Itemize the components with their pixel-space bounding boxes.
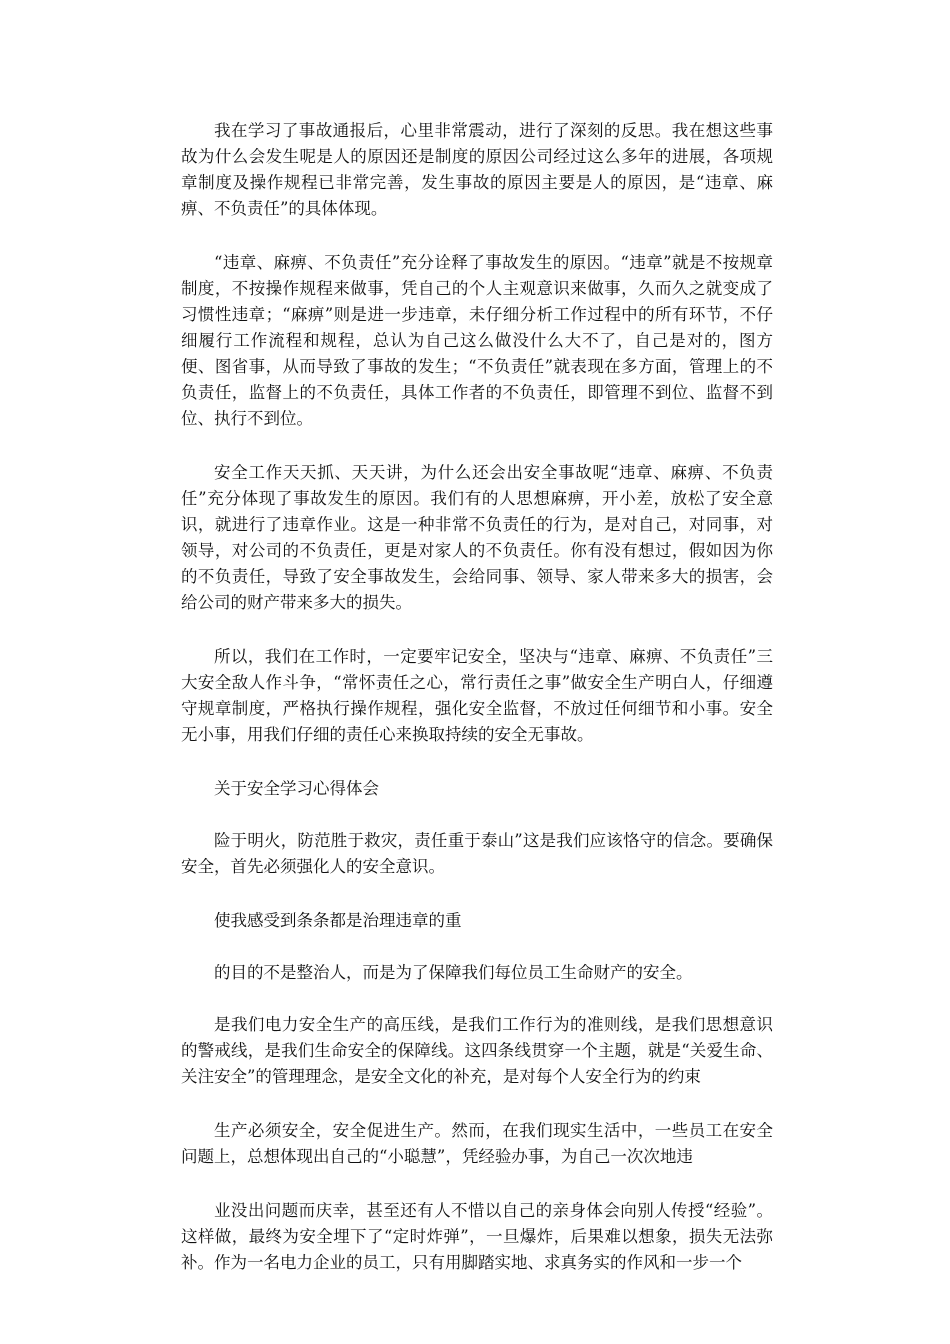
paragraph-production-safety: 生产必须安全，安全促进生产。然而，在我们现实生活中，一些员工在安全问题上，总想体现出自己的“小聪慧”，凭经验办事，为自己一次次地违 (181, 1121, 773, 1166)
section-heading: 关于安全学习心得体会 (214, 779, 379, 798)
paragraph-daily-safety: 安全工作天天抓、天天讲，为什么还会出安全事故呢“违章、麻痹、不负责任”充分体现了事故发生的原因。我们有的人思想麻痹，开小差，放松了安全意识，就进行了违章作业。这是一种非常不负责任的行为，是对自己，对同事，对领导，对公司的不负责任，更是对家人的不负责任。你有没有想过，假如因为你的不负责任，导致了安全事故发生，会给同事、领导、家人带来多大的损害，会给公司的财产带来多大的损失。 (181, 463, 773, 612)
paragraph-violation-causes: “违章、麻痹、不负责任”充分诠释了事故发生的原因。“违章”就是不按规章制度，不按操作规程来做事，凭自己的个人主观意识来做事，久而久之就变成了习惯性违章；“麻痹”则是进一步违章，未仔细分析工作过程中的所有环节，不仔细履行工作流程和规程，总认为自己这么做没什么大不了，自己是对的，图方便、图省事，从而导致了事故的发生；“不负责任”就表现在多方面，管理上的不负责任，监督上的不负责任，具体工作者的不负责任，即管理不到位、监督不到位、执行不到位。 (181, 253, 773, 428)
paragraph-conclusion: 所以，我们在工作时，一定要牢记安全，坚决与“违章、麻痹、不负责任”三大安全敌人作斗争，“常怀责任之心，常行责任之事”做安全生产明白人，仔细遵守规章制度，严格执行操作规程，强化安全监督，不放过任何细节和小事。安全无小事，用我们仔细的责任心来换取持续的安全无事故。 (181, 647, 773, 744)
paragraph-belief: 险于明火，防范胜于救灾，责任重于泰山”这是我们应该恪守的信念。要确保安全，首先必须强化人的安全意识。 (181, 831, 773, 876)
paragraph-purpose: 的目的不是整治人，而是为了保障我们每位员工生命财产的安全。 (214, 963, 693, 982)
document-body (181, 118, 773, 1304)
paragraph-four-lines: 是我们电力安全生产的高压线，是我们工作行为的准则线，是我们思想意识的警戒线，是我们生命安全的保障线。这四条线贯穿一个主题，就是“关爱生命、关注安全”的管理理念，是安全文化的补充，是对每个人安全行为的约束 (181, 1015, 773, 1086)
paragraph-rules-fragment: 使我感受到条条都是治理违章的重 (214, 911, 462, 930)
paragraph-reflection: 我在学习了事故通报后，心里非常震动，进行了深刻的反思。我在想这些事故为什么会发生呢是人的原因还是制度的原因公司经过这么多年的进展，各项规章制度及操作规程已非常完善，发生事故的原因主要是人的原因，是“违章、麻痹、不负责任”的具体体现。 (181, 121, 773, 218)
paragraph-experience-warning: 业没出问题而庆幸，甚至还有人不惜以自己的亲身体会向别人传授“经验”。这样做，最终为安全埋下了“定时炸弹”，一旦爆炸，后果难以想象，损失无法弥补。作为一名电力企业的员工，只有用脚踏实地、求真务实的作风和一步一个 (181, 1201, 773, 1272)
